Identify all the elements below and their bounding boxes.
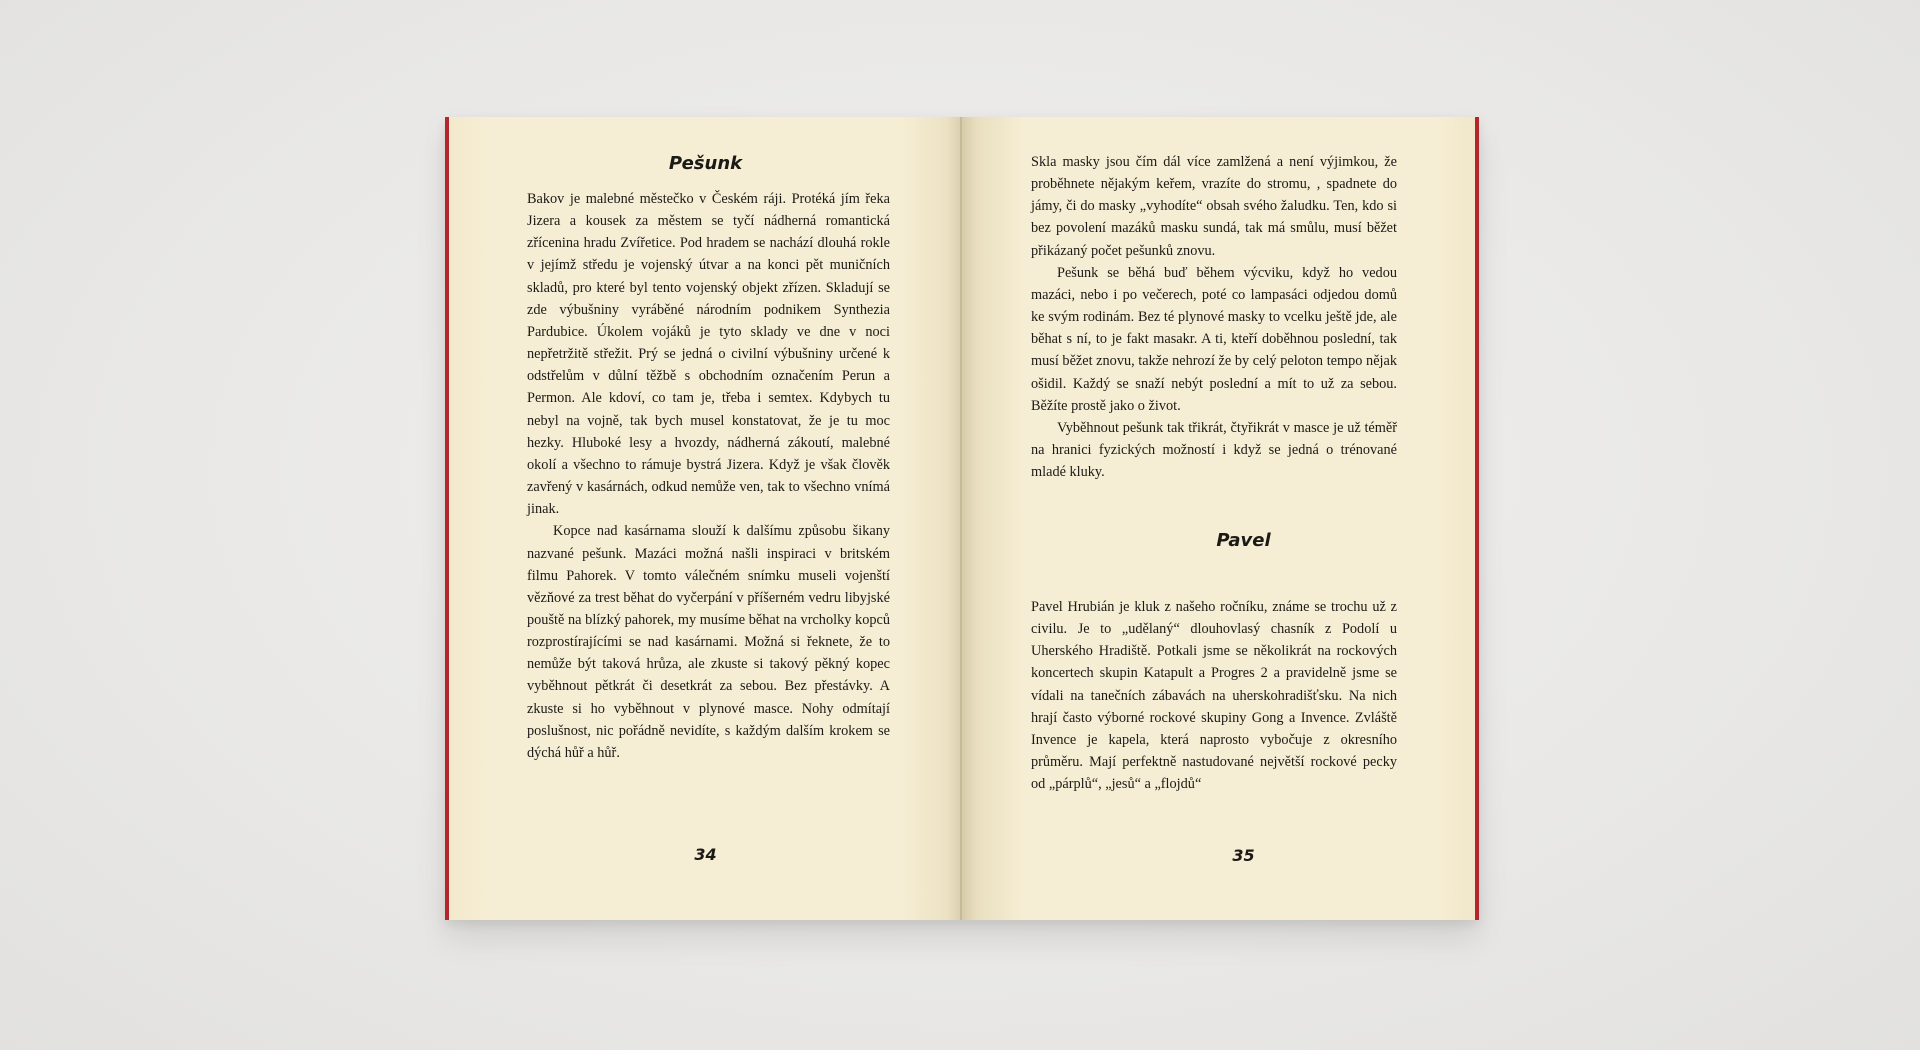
right-page-text-bottom: [1031, 596, 1397, 795]
paragraph: Pavel Hrubián je kluk z našeho ročníku, známe se trochu už z civilu. Je to „udělaný“ dlouhovlasý chasník z Podolí u Uherského Hradiště. Potkali jsme se několikrát na rockových koncertech skupin Katapult a Progres 2 a pravidelně jsme se vídali na tanečních zábavách na uherskohradišťsku. Na nich hrají často výborné rockové skupiny Gong a Invence. Zvláště Invence je kapela, která naprosto vybočuje z okresního průměru. Mají perfektně nastudované největší rockové pecky od „párplů“, „jesů“ a „flojdů“: [1031, 599, 1397, 793]
open-book: [445, 117, 1479, 920]
right-page: [962, 117, 1475, 920]
paragraph: Skla masky jsou čím dál více zamlžená a není výjimkou, že proběhnete nějakým keřem, vrazíte do stromu, , spadnete do jámy, či do masky „vyhodíte“ obsah svého žaludku. Ten, kdo si bez povolení mazáků masku sundá, tak má smůlu, musí běžet přikázaný počet pešunků znovu.: [1031, 154, 1397, 259]
page-number-right: 35: [1232, 846, 1255, 865]
book-cover-edge-right: [1475, 117, 1479, 920]
right-page-text-top: [1031, 151, 1397, 483]
chapter-title-pesunk: Pešunk: [668, 153, 743, 174]
paragraph: Kopce nad kasárnama slouží k dalšímu způsobu šikany nazvané pešunk. Mazáci možná našli inspiraci v britském filmu Pahorek. V tomto válečném snímku museli vojenští vězňové za trest běhat do vyčerpání v příšerném vedru libyjské pouště na blízký pahorek, my musíme běhat na vrcholky kopců rozprostírajícími se nad kasárnami. Možná si řeknete, že to nemůže být taková hrůza, ale zkuste si takový pěkný kopec vyběhnout pětkrát či desetkrát za sebou. Bez přestávky. A zkuste si ho vyběhnout v plynové masce. Nohy odmítají poslušnost, nic pořádně nevidíte, s každým dalším krokem se dýchá hůř a hůř.: [527, 523, 890, 761]
paragraph: Pešunk se běhá buď během výcviku, když ho vedou mazáci, nebo i po večerech, poté co lampasáci odjedou domů ke svým rodinám. Bez té plynové masky to vcelku ještě jde, ale běhat s ní, to je fakt masakr. A ti, kteří doběhnou poslední, tak musí běžet znovu, takže nehrozí že by celý peloton tempo nějak ošidil. Každý se snaží nebýt poslední a mít to už za sebou. Běžíte prostě jako o život.: [1031, 264, 1397, 414]
left-page: [449, 117, 962, 920]
page-number-left: 34: [694, 845, 717, 864]
left-page-text: [527, 188, 890, 764]
paragraph: Bakov je malebné městečko v Českém ráji. Protéká jím řeka Jizera a kousek za městem se tyčí nádherná romantická zřícenina hradu Zvířetice. Pod hradem se nachází dlouhá rokle v jejímž středu je vojenský útvar a na konci pět muničních skladů, pro které byl tento vojenský objekt zřízen. Skladují se zde výbušniny vyráběné národním podnikem Synthezia Pardubice. Úkolem vojáků je tyto sklady ve dne v noci nepřetržitě střežit. Prý se jedná o civilní výbušniny určené k odstřelům v důlní těžbě s obchodním označením Perun a Permon. Ale kdoví, co tam je, třeba i semtex. Kdybych tu nebyl na vojně, tak bych musel konstatovat, že je tu moc hezky. Hluboké lesy a hvozdy, nádherná zákoutí, malebné okolí a všechno to rámuje bystrá Jizera. Když je však člověk zavřený v kasárnách, odkud nemůže ven, tak to všechno vnímá jinak.: [527, 191, 890, 518]
chapter-title-pavel: Pavel: [1216, 530, 1271, 551]
paragraph: Vyběhnout pešunk tak třikrát, čtyřikrát v masce je už téměř na hranici fyzických možností i když se jedná o trénované mladé kluky.: [1031, 419, 1397, 481]
